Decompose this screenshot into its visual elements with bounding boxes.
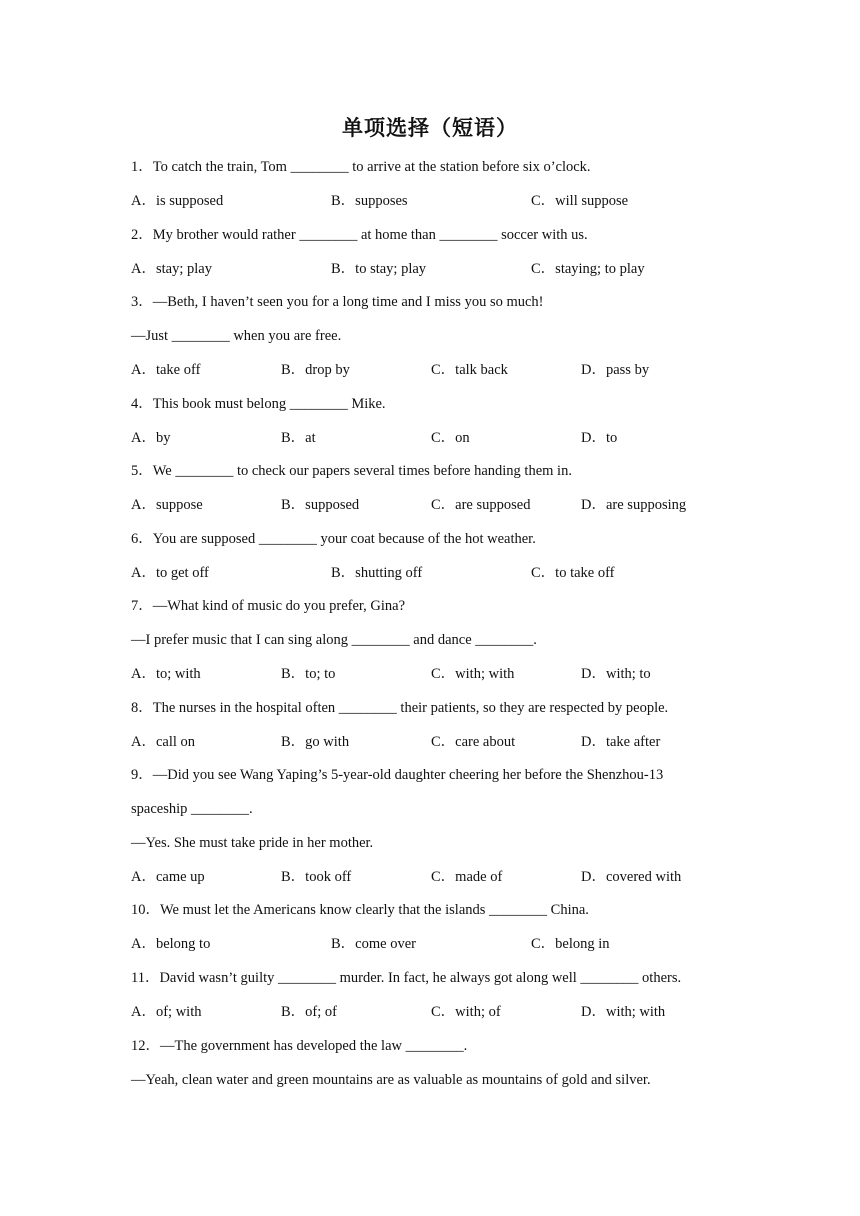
question-9-option-c: C．made of	[431, 869, 503, 885]
question-2-option-c: C．staying; to play	[531, 261, 645, 277]
question-4-option-b: B．at	[281, 430, 316, 446]
question-6-option-c: C．to take off	[531, 565, 615, 581]
question-10-option-b: B．come over	[331, 936, 416, 952]
question-7-option-b: B．to; to	[281, 666, 336, 682]
question-10-option-c: C．belong in	[531, 936, 610, 952]
question-6-option-a: A．to get off	[131, 565, 209, 581]
question-2-stem: 2．My brother would rather ________ at home than ________ soccer with us.	[131, 227, 588, 243]
question-9-option-d: D．covered with	[581, 869, 682, 885]
question-7-option-d: D．with; to	[581, 666, 651, 682]
question-9-option-b: B．took off	[281, 869, 352, 885]
question-11-option-b: B．of; of	[281, 1004, 337, 1020]
question-8-option-c: C．care about	[431, 734, 516, 750]
question-8-option-d: D．take after	[581, 734, 661, 750]
question-9-stem: 9．—Did you see Wang Yaping’s 5-year-old daughter cheering her before the Shenzhou-13	[131, 767, 664, 783]
question-8-option-a: A．call on	[131, 734, 196, 750]
question-3-option-d: D．pass by	[581, 362, 650, 378]
question-5-option-b: B．supposed	[281, 497, 360, 513]
question-8-option-b: B．go with	[281, 734, 350, 750]
question-3-option-b: B．drop by	[281, 362, 350, 378]
question-2-option-b: B．to stay; play	[331, 261, 427, 277]
question-3-stem: 3．—Beth, I haven’t seen you for a long time and I miss you so much!	[131, 294, 544, 310]
question-5-option-a: A．suppose	[131, 497, 203, 513]
page-title: 单项选择（短语）	[342, 116, 518, 140]
question-7-reply: —I prefer music that I can sing along ________ and dance ________.	[131, 632, 537, 648]
question-10-option-a: A．belong to	[131, 936, 211, 952]
question-2-option-a: A．stay; play	[131, 261, 212, 277]
question-8-stem: 8．The nurses in the hospital often ________ their patients, so they are respected by people.	[131, 700, 669, 716]
question-11-option-c: C．with; of	[431, 1004, 501, 1020]
question-4-option-c: C．on	[431, 430, 470, 446]
question-1-option-a: A．is supposed	[131, 193, 224, 209]
question-11-stem: 11．David wasn’t guilty ________ murder. In fact, he always got along well ________ others.	[131, 970, 682, 986]
question-3-option-a: A．take off	[131, 362, 201, 378]
question-11-option-a: A．of; with	[131, 1004, 202, 1020]
question-12-stem: 12．—The government has developed the law ________.	[131, 1038, 468, 1054]
question-4-option-a: A．by	[131, 430, 171, 446]
question-7-option-c: C．with; with	[431, 666, 515, 682]
question-1-option-c: C．will suppose	[531, 193, 629, 209]
question-1-option-b: B．supposes	[331, 193, 408, 209]
question-7-stem: 7．—What kind of music do you prefer, Gina?	[131, 598, 406, 614]
question-9-option-a: A．came up	[131, 869, 205, 885]
question-6-option-b: B．shutting off	[331, 565, 423, 581]
question-4-option-d: D．to	[581, 430, 618, 446]
question-6-stem: 6．You are supposed ________ your coat because of the hot weather.	[131, 531, 536, 547]
question-5-option-d: D．are supposing	[581, 497, 687, 513]
question-3-option-c: C．talk back	[431, 362, 508, 378]
question-5-option-c: C．are supposed	[431, 497, 531, 513]
question-3-reply: —Just ________ when you are free.	[131, 328, 342, 344]
question-1-stem: 1．To catch the train, Tom ________ to arrive at the station before six o’clock.	[131, 159, 591, 175]
question-11-option-d: D．with; with	[581, 1004, 666, 1020]
question-9-stem-continued: spaceship ________.	[131, 801, 253, 817]
question-12-reply: —Yeah, clean water and green mountains are as valuable as mountains of gold and silver.	[131, 1072, 651, 1088]
question-10-stem: 10．We must let the Americans know clearly that the islands ________ China.	[131, 902, 589, 918]
question-4-stem: 4．This book must belong ________ Mike.	[131, 396, 386, 412]
question-7-option-a: A．to; with	[131, 666, 201, 682]
question-9-reply: —Yes. She must take pride in her mother.	[131, 835, 374, 851]
question-5-stem: 5．We ________ to check our papers several times before handing them in.	[131, 463, 572, 479]
